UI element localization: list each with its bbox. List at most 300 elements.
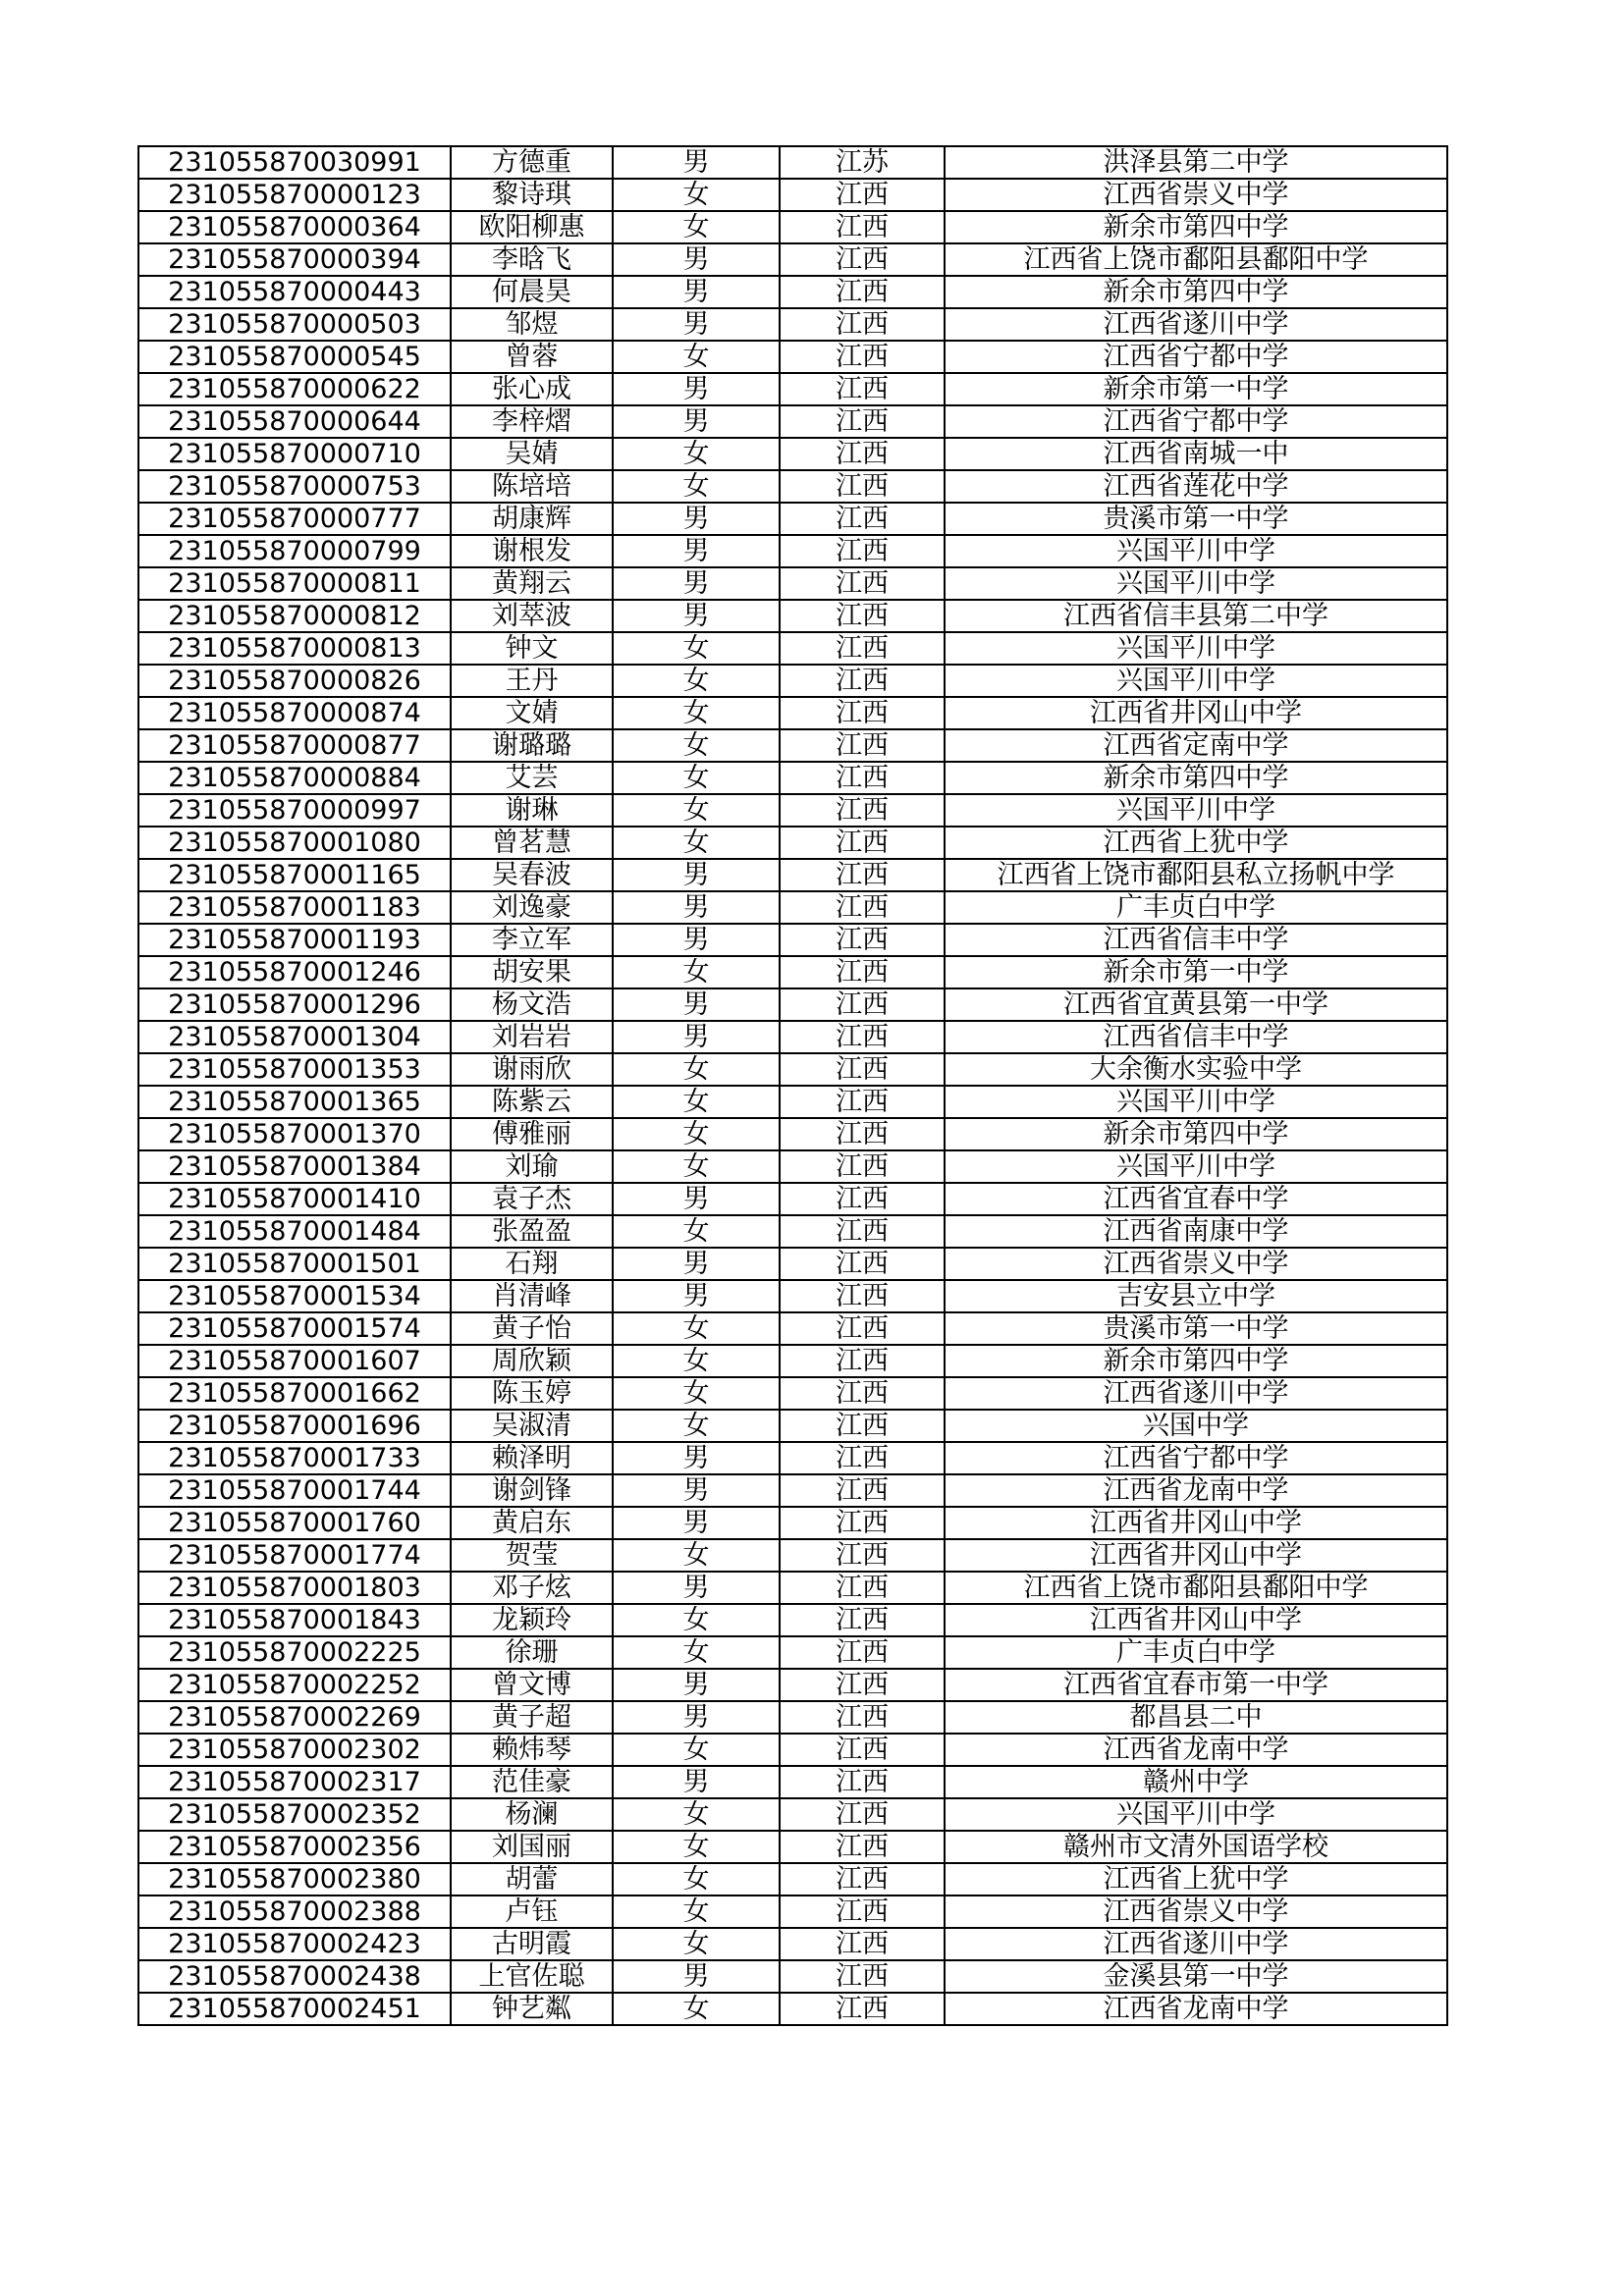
cell-exam-id: 231055870000997 xyxy=(138,794,451,827)
cell-gender: 男 xyxy=(613,1248,780,1280)
cell-name: 徐珊 xyxy=(451,1636,613,1669)
cell-name: 黄启东 xyxy=(451,1507,613,1539)
table-row xyxy=(138,1248,1447,1280)
cell-exam-id: 231055870001304 xyxy=(138,1021,451,1053)
cell-gender: 女 xyxy=(613,956,780,988)
cell-name: 吴淑清 xyxy=(451,1410,613,1442)
cell-name: 邹煜 xyxy=(451,308,613,341)
cell-province: 江西 xyxy=(780,567,945,600)
table-row xyxy=(138,503,1447,535)
cell-province: 江西 xyxy=(780,988,945,1021)
cell-school: 兴国平川中学 xyxy=(945,1150,1447,1183)
table-body xyxy=(138,146,1447,2025)
cell-name: 上官佐聪 xyxy=(451,1960,613,1993)
cell-exam-id: 231055870001501 xyxy=(138,1248,451,1280)
table-row xyxy=(138,1150,1447,1183)
cell-school: 江西省宁都中学 xyxy=(945,341,1447,373)
cell-exam-id: 231055870001193 xyxy=(138,924,451,956)
table-row xyxy=(138,1118,1447,1150)
cell-province: 江西 xyxy=(780,1928,945,1960)
cell-gender: 男 xyxy=(613,308,780,341)
student-list-table xyxy=(137,145,1448,2026)
cell-name: 谢璐璐 xyxy=(451,729,613,762)
cell-name: 谢雨欣 xyxy=(451,1053,613,1086)
cell-exam-id: 231055870001760 xyxy=(138,1507,451,1539)
table-row xyxy=(138,859,1447,891)
table-row xyxy=(138,1831,1447,1863)
cell-name: 胡蕾 xyxy=(451,1863,613,1896)
cell-gender: 女 xyxy=(613,729,780,762)
cell-exam-id: 231055870002302 xyxy=(138,1734,451,1766)
cell-name: 黄翔云 xyxy=(451,567,613,600)
cell-province: 江西 xyxy=(780,1604,945,1636)
table-row xyxy=(138,1798,1447,1831)
cell-gender: 女 xyxy=(613,1539,780,1572)
cell-province: 江西 xyxy=(780,1863,945,1896)
table-row xyxy=(138,827,1447,859)
cell-school: 江西省信丰中学 xyxy=(945,1021,1447,1053)
cell-school: 江西省崇义中学 xyxy=(945,1248,1447,1280)
cell-exam-id: 231055870000826 xyxy=(138,665,451,697)
cell-exam-id: 231055870002451 xyxy=(138,1993,451,2025)
cell-province: 江西 xyxy=(780,1410,945,1442)
cell-province: 江西 xyxy=(780,308,945,341)
cell-name: 钟艺粼 xyxy=(451,1993,613,2025)
table-row xyxy=(138,1183,1447,1215)
table-row xyxy=(138,1766,1447,1798)
cell-school: 江西省遂川中学 xyxy=(945,1377,1447,1410)
table-row xyxy=(138,1345,1447,1377)
cell-exam-id: 231055870002388 xyxy=(138,1896,451,1928)
cell-gender: 男 xyxy=(613,600,780,632)
cell-exam-id: 231055870001410 xyxy=(138,1183,451,1215)
table-row xyxy=(138,243,1447,276)
cell-exam-id: 231055870000503 xyxy=(138,308,451,341)
cell-province: 江西 xyxy=(780,211,945,243)
cell-province: 江西 xyxy=(780,1766,945,1798)
cell-exam-id: 231055870001296 xyxy=(138,988,451,1021)
cell-province: 江西 xyxy=(780,1539,945,1572)
table-row xyxy=(138,1021,1447,1053)
cell-school: 吉安县立中学 xyxy=(945,1280,1447,1312)
cell-province: 江西 xyxy=(780,1280,945,1312)
cell-school: 新余市第四中学 xyxy=(945,762,1447,794)
cell-gender: 女 xyxy=(613,1734,780,1766)
cell-gender: 女 xyxy=(613,1410,780,1442)
cell-gender: 男 xyxy=(613,503,780,535)
cell-province: 江西 xyxy=(780,1183,945,1215)
cell-name: 王丹 xyxy=(451,665,613,697)
cell-exam-id: 231055870000443 xyxy=(138,276,451,308)
cell-province: 江西 xyxy=(780,405,945,438)
cell-school: 新余市第四中学 xyxy=(945,211,1447,243)
cell-name: 李立军 xyxy=(451,924,613,956)
cell-exam-id: 231055870000710 xyxy=(138,438,451,470)
cell-school: 洪泽县第二中学 xyxy=(945,146,1447,179)
cell-name: 黄子超 xyxy=(451,1701,613,1734)
cell-name: 龙颖玲 xyxy=(451,1604,613,1636)
cell-exam-id: 231055870001607 xyxy=(138,1345,451,1377)
cell-school: 赣州市文清外国语学校 xyxy=(945,1831,1447,1863)
cell-gender: 女 xyxy=(613,470,780,503)
cell-school: 江西省上饶市鄱阳县鄱阳中学 xyxy=(945,1572,1447,1604)
cell-province: 江西 xyxy=(780,1734,945,1766)
cell-school: 新余市第四中学 xyxy=(945,1345,1447,1377)
table-row xyxy=(138,470,1447,503)
cell-name: 范佳豪 xyxy=(451,1766,613,1798)
cell-province: 江西 xyxy=(780,697,945,729)
table-row xyxy=(138,794,1447,827)
cell-gender: 男 xyxy=(613,1474,780,1507)
cell-name: 杨澜 xyxy=(451,1798,613,1831)
cell-school: 江西省遂川中学 xyxy=(945,308,1447,341)
table-row xyxy=(138,891,1447,924)
table-row xyxy=(138,1474,1447,1507)
cell-province: 江西 xyxy=(780,924,945,956)
cell-province: 江西 xyxy=(780,276,945,308)
cell-gender: 女 xyxy=(613,1377,780,1410)
cell-province: 江西 xyxy=(780,1248,945,1280)
cell-province: 江西 xyxy=(780,1215,945,1248)
cell-school: 新余市第一中学 xyxy=(945,956,1447,988)
cell-school: 江西省上犹中学 xyxy=(945,1863,1447,1896)
cell-gender: 女 xyxy=(613,1215,780,1248)
cell-gender: 男 xyxy=(613,1669,780,1701)
table-row xyxy=(138,405,1447,438)
cell-school: 兴国平川中学 xyxy=(945,567,1447,600)
table-row xyxy=(138,276,1447,308)
cell-school: 贵溪市第一中学 xyxy=(945,1312,1447,1345)
cell-name: 卢钰 xyxy=(451,1896,613,1928)
cell-name: 张心成 xyxy=(451,373,613,405)
cell-school: 江西省南城一中 xyxy=(945,438,1447,470)
table-row xyxy=(138,373,1447,405)
table-row xyxy=(138,146,1447,179)
table-row xyxy=(138,632,1447,665)
cell-name: 曾文博 xyxy=(451,1669,613,1701)
cell-name: 谢剑锋 xyxy=(451,1474,613,1507)
cell-province: 江西 xyxy=(780,1442,945,1474)
cell-gender: 女 xyxy=(613,665,780,697)
cell-province: 江西 xyxy=(780,827,945,859)
cell-exam-id: 231055870000813 xyxy=(138,632,451,665)
cell-name: 刘逸豪 xyxy=(451,891,613,924)
cell-school: 江西省上饶市鄱阳县私立扬帆中学 xyxy=(945,859,1447,891)
cell-gender: 男 xyxy=(613,1183,780,1215)
cell-name: 张盈盈 xyxy=(451,1215,613,1248)
cell-name: 李晗飞 xyxy=(451,243,613,276)
cell-gender: 女 xyxy=(613,1053,780,1086)
cell-gender: 女 xyxy=(613,794,780,827)
cell-gender: 女 xyxy=(613,1086,780,1118)
cell-school: 兴国平川中学 xyxy=(945,794,1447,827)
cell-name: 吴春波 xyxy=(451,859,613,891)
table-row xyxy=(138,956,1447,988)
cell-exam-id: 231055870000364 xyxy=(138,211,451,243)
cell-school: 兴国平川中学 xyxy=(945,665,1447,697)
cell-exam-id: 231055870001843 xyxy=(138,1604,451,1636)
cell-name: 石翔 xyxy=(451,1248,613,1280)
cell-gender: 男 xyxy=(613,859,780,891)
cell-gender: 男 xyxy=(613,891,780,924)
cell-province: 江西 xyxy=(780,1669,945,1701)
table-row xyxy=(138,1215,1447,1248)
cell-school: 江西省宁都中学 xyxy=(945,1442,1447,1474)
table-row xyxy=(138,600,1447,632)
table-row xyxy=(138,1312,1447,1345)
cell-gender: 男 xyxy=(613,1021,780,1053)
table-row xyxy=(138,924,1447,956)
cell-province: 江西 xyxy=(780,341,945,373)
cell-school: 贵溪市第一中学 xyxy=(945,503,1447,535)
cell-name: 袁子杰 xyxy=(451,1183,613,1215)
table-row xyxy=(138,988,1447,1021)
cell-province: 江西 xyxy=(780,470,945,503)
cell-exam-id: 231055870001353 xyxy=(138,1053,451,1086)
cell-gender: 女 xyxy=(613,827,780,859)
cell-gender: 男 xyxy=(613,373,780,405)
cell-province: 江西 xyxy=(780,891,945,924)
cell-school: 江西省井冈山中学 xyxy=(945,1539,1447,1572)
cell-name: 刘萃波 xyxy=(451,600,613,632)
cell-gender: 女 xyxy=(613,211,780,243)
cell-school: 都昌县二中 xyxy=(945,1701,1447,1734)
cell-school: 江西省信丰县第二中学 xyxy=(945,600,1447,632)
cell-school: 江西省上饶市鄱阳县鄱阳中学 xyxy=(945,243,1447,276)
cell-name: 李梓熠 xyxy=(451,405,613,438)
cell-province: 江西 xyxy=(780,1993,945,2025)
cell-gender: 女 xyxy=(613,438,780,470)
cell-name: 曾蓉 xyxy=(451,341,613,373)
cell-school: 江西省龙南中学 xyxy=(945,1734,1447,1766)
cell-exam-id: 231055870001574 xyxy=(138,1312,451,1345)
table-row xyxy=(138,211,1447,243)
cell-province: 江西 xyxy=(780,794,945,827)
cell-province: 江西 xyxy=(780,1312,945,1345)
cell-exam-id: 231055870001165 xyxy=(138,859,451,891)
table-row xyxy=(138,1377,1447,1410)
cell-name: 陈培培 xyxy=(451,470,613,503)
cell-name: 黎诗琪 xyxy=(451,179,613,211)
cell-province: 江西 xyxy=(780,1474,945,1507)
cell-exam-id: 231055870001534 xyxy=(138,1280,451,1312)
table-row xyxy=(138,1636,1447,1669)
cell-exam-id: 231055870002252 xyxy=(138,1669,451,1701)
cell-name: 欧阳柳惠 xyxy=(451,211,613,243)
table-row xyxy=(138,438,1447,470)
cell-school: 广丰贞白中学 xyxy=(945,1636,1447,1669)
cell-school: 江西省信丰中学 xyxy=(945,924,1447,956)
cell-name: 邓子炫 xyxy=(451,1572,613,1604)
cell-name: 陈紫云 xyxy=(451,1086,613,1118)
cell-province: 江西 xyxy=(780,1345,945,1377)
cell-gender: 女 xyxy=(613,1993,780,2025)
cell-gender: 男 xyxy=(613,1442,780,1474)
cell-province: 江西 xyxy=(780,600,945,632)
cell-school: 江西省井冈山中学 xyxy=(945,1507,1447,1539)
cell-school: 江西省南康中学 xyxy=(945,1215,1447,1248)
cell-exam-id: 231055870001484 xyxy=(138,1215,451,1248)
cell-name: 何晨昊 xyxy=(451,276,613,308)
cell-name: 刘瑜 xyxy=(451,1150,613,1183)
cell-school: 江西省上犹中学 xyxy=(945,827,1447,859)
cell-gender: 男 xyxy=(613,243,780,276)
cell-name: 方德重 xyxy=(451,146,613,179)
cell-gender: 男 xyxy=(613,1766,780,1798)
cell-gender: 男 xyxy=(613,405,780,438)
table-row xyxy=(138,1701,1447,1734)
cell-name: 谢琳 xyxy=(451,794,613,827)
cell-school: 新余市第四中学 xyxy=(945,276,1447,308)
cell-name: 胡安果 xyxy=(451,956,613,988)
cell-province: 江西 xyxy=(780,179,945,211)
cell-exam-id: 231055870001803 xyxy=(138,1572,451,1604)
cell-province: 江西 xyxy=(780,1636,945,1669)
cell-gender: 男 xyxy=(613,146,780,179)
cell-exam-id: 231055870000123 xyxy=(138,179,451,211)
cell-name: 刘岩岩 xyxy=(451,1021,613,1053)
cell-exam-id: 231055870001774 xyxy=(138,1539,451,1572)
cell-province: 江西 xyxy=(780,729,945,762)
cell-province: 江西 xyxy=(780,503,945,535)
table-row xyxy=(138,1507,1447,1539)
cell-exam-id: 231055870000394 xyxy=(138,243,451,276)
cell-exam-id: 231055870000884 xyxy=(138,762,451,794)
cell-province: 江西 xyxy=(780,632,945,665)
cell-province: 江西 xyxy=(780,956,945,988)
cell-name: 陈玉婷 xyxy=(451,1377,613,1410)
cell-gender: 女 xyxy=(613,1896,780,1928)
cell-gender: 男 xyxy=(613,1572,780,1604)
cell-school: 兴国平川中学 xyxy=(945,632,1447,665)
cell-name: 钟文 xyxy=(451,632,613,665)
cell-exam-id: 231055870001080 xyxy=(138,827,451,859)
cell-exam-id: 231055870030991 xyxy=(138,146,451,179)
cell-name: 吴婧 xyxy=(451,438,613,470)
cell-gender: 女 xyxy=(613,632,780,665)
table-row xyxy=(138,1669,1447,1701)
cell-province: 江西 xyxy=(780,1960,945,1993)
cell-province: 江西 xyxy=(780,1118,945,1150)
cell-gender: 男 xyxy=(613,988,780,1021)
cell-name: 古明霞 xyxy=(451,1928,613,1960)
table-row xyxy=(138,1604,1447,1636)
cell-exam-id: 231055870002352 xyxy=(138,1798,451,1831)
table-row xyxy=(138,762,1447,794)
table-row xyxy=(138,1734,1447,1766)
cell-exam-id: 231055870001183 xyxy=(138,891,451,924)
cell-exam-id: 231055870002438 xyxy=(138,1960,451,1993)
table-row xyxy=(138,729,1447,762)
cell-province: 江西 xyxy=(780,1701,945,1734)
cell-gender: 女 xyxy=(613,1798,780,1831)
cell-name: 曾茗慧 xyxy=(451,827,613,859)
cell-province: 江西 xyxy=(780,1798,945,1831)
cell-exam-id: 231055870002225 xyxy=(138,1636,451,1669)
cell-exam-id: 231055870001733 xyxy=(138,1442,451,1474)
table-row xyxy=(138,697,1447,729)
cell-province: 江苏 xyxy=(780,146,945,179)
cell-province: 江西 xyxy=(780,535,945,567)
cell-school: 江西省宜春中学 xyxy=(945,1183,1447,1215)
cell-exam-id: 231055870001246 xyxy=(138,956,451,988)
cell-name: 黄子怡 xyxy=(451,1312,613,1345)
table-row xyxy=(138,567,1447,600)
cell-province: 江西 xyxy=(780,1053,945,1086)
cell-exam-id: 231055870002317 xyxy=(138,1766,451,1798)
cell-gender: 女 xyxy=(613,1118,780,1150)
cell-province: 江西 xyxy=(780,1021,945,1053)
table-row xyxy=(138,1928,1447,1960)
cell-province: 江西 xyxy=(780,859,945,891)
cell-name: 傅雅丽 xyxy=(451,1118,613,1150)
cell-school: 广丰贞白中学 xyxy=(945,891,1447,924)
cell-gender: 男 xyxy=(613,1280,780,1312)
table-row xyxy=(138,1442,1447,1474)
table-row xyxy=(138,341,1447,373)
table-row xyxy=(138,1053,1447,1086)
cell-exam-id: 231055870002380 xyxy=(138,1863,451,1896)
cell-province: 江西 xyxy=(780,1507,945,1539)
cell-province: 江西 xyxy=(780,1150,945,1183)
cell-exam-id: 231055870000811 xyxy=(138,567,451,600)
cell-school: 兴国平川中学 xyxy=(945,1798,1447,1831)
table-row xyxy=(138,179,1447,211)
cell-school: 江西省宜春市第一中学 xyxy=(945,1669,1447,1701)
cell-school: 江西省龙南中学 xyxy=(945,1474,1447,1507)
cell-exam-id: 231055870000799 xyxy=(138,535,451,567)
cell-exam-id: 231055870000877 xyxy=(138,729,451,762)
cell-gender: 女 xyxy=(613,762,780,794)
cell-school: 兴国平川中学 xyxy=(945,535,1447,567)
cell-gender: 女 xyxy=(613,179,780,211)
cell-gender: 男 xyxy=(613,535,780,567)
cell-name: 文婧 xyxy=(451,697,613,729)
cell-exam-id: 231055870002423 xyxy=(138,1928,451,1960)
cell-name: 谢根发 xyxy=(451,535,613,567)
table-row xyxy=(138,308,1447,341)
cell-school: 江西省崇义中学 xyxy=(945,1896,1447,1928)
cell-exam-id: 231055870001744 xyxy=(138,1474,451,1507)
cell-exam-id: 231055870000812 xyxy=(138,600,451,632)
table-row xyxy=(138,1280,1447,1312)
cell-gender: 男 xyxy=(613,1507,780,1539)
cell-province: 江西 xyxy=(780,762,945,794)
cell-name: 贺莹 xyxy=(451,1539,613,1572)
cell-exam-id: 231055870002356 xyxy=(138,1831,451,1863)
cell-school: 新余市第一中学 xyxy=(945,373,1447,405)
cell-province: 江西 xyxy=(780,243,945,276)
cell-gender: 女 xyxy=(613,1345,780,1377)
cell-exam-id: 231055870000622 xyxy=(138,373,451,405)
cell-province: 江西 xyxy=(780,665,945,697)
cell-exam-id: 231055870001384 xyxy=(138,1150,451,1183)
cell-school: 江西省莲花中学 xyxy=(945,470,1447,503)
cell-exam-id: 231055870000644 xyxy=(138,405,451,438)
cell-province: 江西 xyxy=(780,438,945,470)
cell-name: 胡康辉 xyxy=(451,503,613,535)
table-row xyxy=(138,1896,1447,1928)
cell-exam-id: 231055870000545 xyxy=(138,341,451,373)
cell-gender: 女 xyxy=(613,1928,780,1960)
cell-gender: 女 xyxy=(613,1863,780,1896)
table-row xyxy=(138,1863,1447,1896)
cell-gender: 女 xyxy=(613,697,780,729)
cell-school: 江西省井冈山中学 xyxy=(945,1604,1447,1636)
table-row xyxy=(138,1993,1447,2025)
table-row xyxy=(138,535,1447,567)
cell-gender: 男 xyxy=(613,567,780,600)
